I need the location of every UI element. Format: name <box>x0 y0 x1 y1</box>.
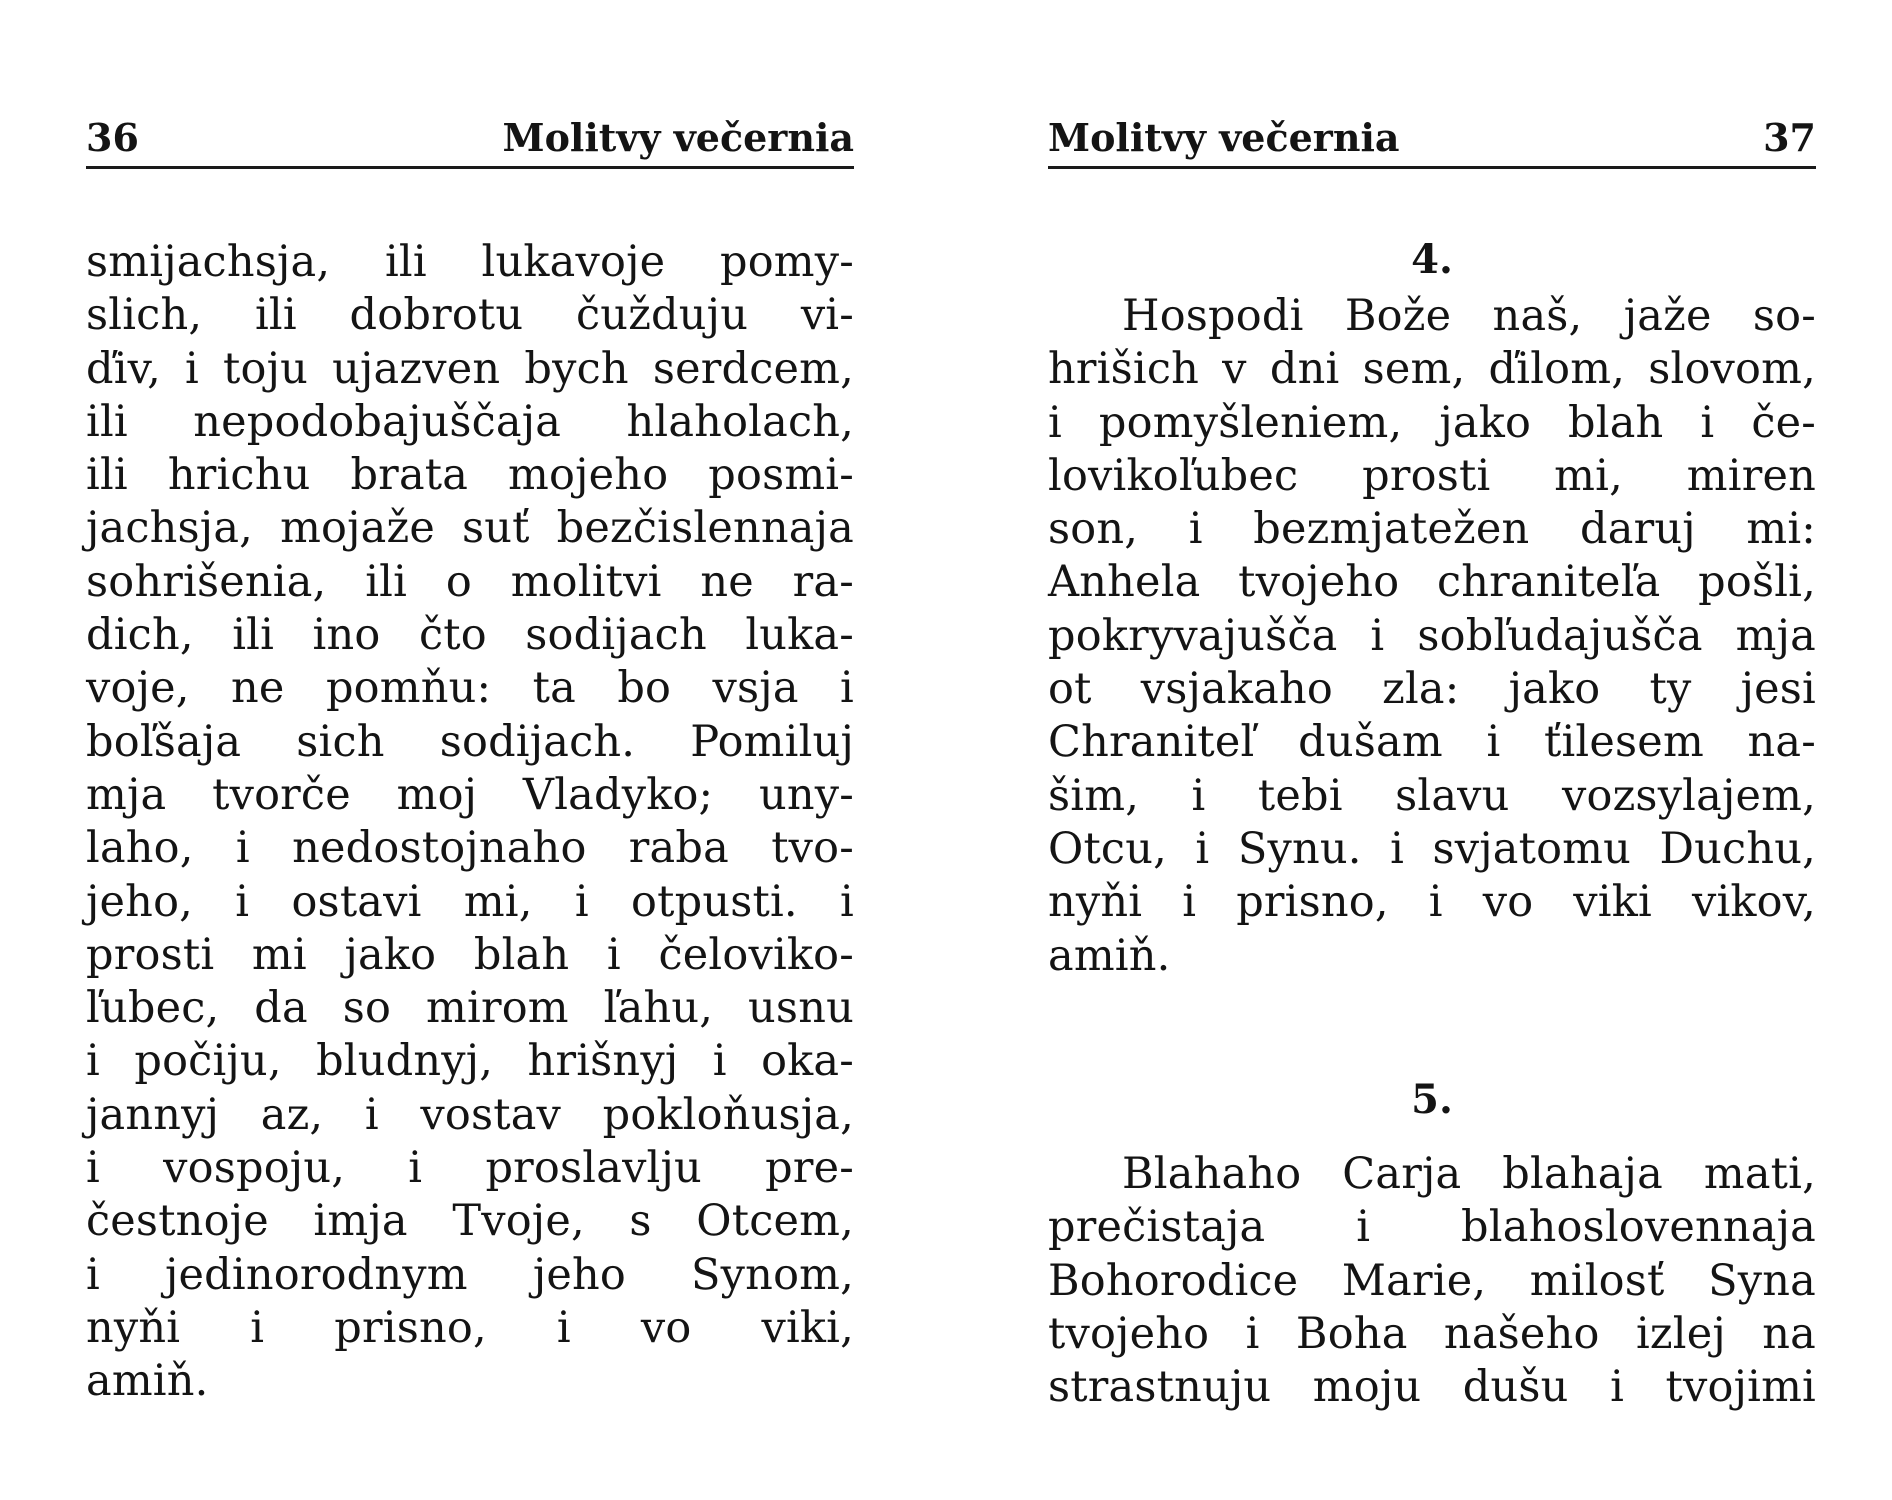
text-line: amiň. <box>86 1356 209 1407</box>
right-page <box>1048 0 1816 1500</box>
section-number: 4. <box>1411 236 1453 283</box>
left-page <box>86 0 854 1500</box>
text-line: Blahaho Carja blahaja mati, <box>1122 1149 1816 1199</box>
right-page-header <box>1048 112 1816 169</box>
text-line: pokryvajušča i sobľudajušča mja <box>1048 610 1816 661</box>
section-number: 5. <box>1411 1076 1453 1123</box>
text-line: strastnuju moju dušu i tvojimi <box>1048 1362 1816 1413</box>
text-line: ľubec, da so mirom ľahu, usnu <box>86 983 854 1034</box>
text-line: jachsja, mojaže suť bezčislennaja <box>86 503 854 554</box>
text-line: Chraniteľ dušam i ťilesem na- <box>1048 717 1816 768</box>
text-line: Bohorodice Marie, milosť Syna <box>1048 1255 1816 1306</box>
text-line: hrišich v dni sem, ďilom, slovom, <box>1048 344 1816 395</box>
text-line: čestnoje imja Tvoje, s Otcem, <box>86 1196 854 1247</box>
text-line: ili hrichu brata mojeho posmi- <box>86 450 854 501</box>
text-line: slich, ili dobrotu čužduju vi- <box>86 290 854 341</box>
text-line: lovikoľubec prosti mi, miren <box>1048 450 1816 501</box>
running-title: Molitvy večernia <box>502 115 854 160</box>
text-line: i pomyšleniem, jako blah i če- <box>1048 397 1816 448</box>
text-line: jannyj az, i vostav pokloňusja, <box>86 1089 854 1140</box>
left-page-text <box>86 236 854 1409</box>
text-line: laho, i nedostojnaho raba tvo- <box>86 823 854 874</box>
text-line: šim, i tebi slavu vozsylajem, <box>1048 770 1816 821</box>
left-page-header <box>86 112 854 169</box>
text-line: i jedinorodnym jeho Synom, <box>86 1249 854 1300</box>
text-line: smijachsja, ili lukavoje pomy- <box>86 237 854 287</box>
text-line: nyňi i prisno, i vo viki, <box>86 1302 854 1353</box>
text-line: i počiju, bludnyj, hrišnyj i oka- <box>86 1036 854 1087</box>
text-line: nyňi i prisno, i vo viki vikov, <box>1048 877 1816 928</box>
text-line: dich, ili ino čto sodijach luka- <box>86 610 854 661</box>
running-title: Molitvy večernia <box>1048 115 1400 160</box>
text-line: jeho, i ostavi mi, i otpusti. i <box>86 876 854 927</box>
prayer-section-5 <box>1048 1148 1816 1414</box>
text-line: amiň. <box>1048 930 1171 981</box>
text-line: voje, ne pomňu: ta bo vsja i <box>86 663 854 714</box>
text-line: Anhela tvojeho chraniteľa pošli, <box>1048 557 1816 608</box>
text-line: son, i bezmjatežen daruj mi: <box>1048 504 1816 555</box>
text-line: sohrišenia, ili o molitvi ne ra- <box>86 556 854 607</box>
page-number: 37 <box>1763 115 1816 160</box>
text-line: mja tvorče moj Vladyko; uny- <box>86 769 854 820</box>
text-line: ot vsjakaho zla: jako ty jesi <box>1048 664 1816 715</box>
page-number: 36 <box>86 115 139 160</box>
text-line: Hospodi Bože naš, jaže so- <box>1122 291 1816 341</box>
text-line: ili nepodobajuščaja hlaholach, <box>86 396 854 447</box>
prayer-section-4 <box>1048 290 1816 983</box>
text-line: boľšaja sich sodijach. Pomiluj <box>86 716 854 767</box>
text-line: ďiv, i toju ujazven bych serdcem, <box>86 343 854 394</box>
text-line: prosti mi jako blah i čeloviko- <box>86 929 854 980</box>
text-line: prečistaja i blahoslovennaja <box>1048 1202 1816 1253</box>
text-line: tvojeho i Boha našeho izlej na <box>1048 1308 1816 1359</box>
text-line: Otcu, i Synu. i svjatomu Duchu, <box>1048 823 1816 874</box>
text-line: i vospoju, i proslavlju pre- <box>86 1143 854 1194</box>
